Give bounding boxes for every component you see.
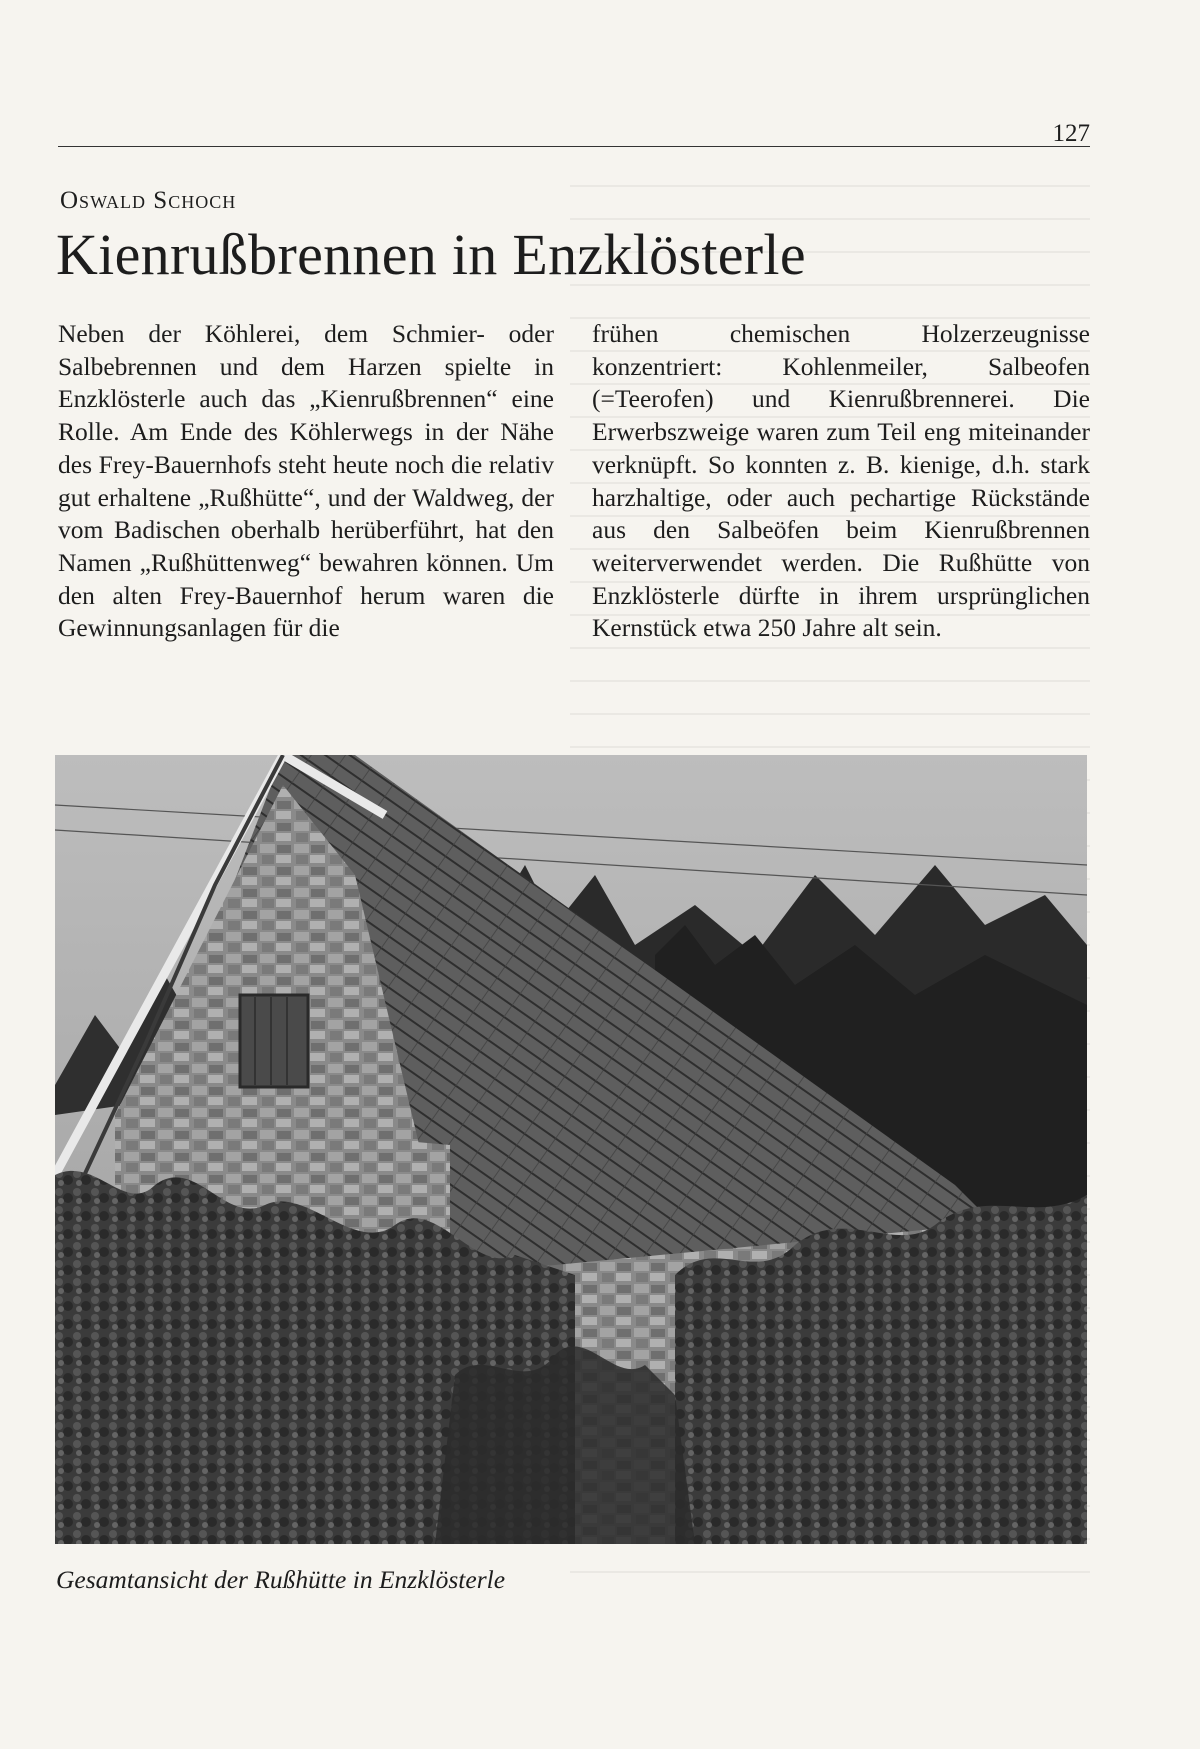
- paragraph-left: Neben der Köhlerei, dem Schmier- oder Salbebrennen und dem Harzen spielte in Enzklösterle auch das „Kienrußbrennen“ eine Rolle. Am Ende des Köhlerwegs in der Nähe des Frey-Bauernhofs steht heute noch die relativ gut erhaltene „Rußhütte“, und der Waldweg, der vom Badischen oberhalb herüberführt, hat den Namen „Rußhüttenweg“ bewahren können. Um den alten Frey-Bauernhof herum waren die Gewinnungsanlagen für die: [58, 319, 554, 643]
- header-rule: [58, 146, 1090, 147]
- photo-illustration: [55, 755, 1087, 1544]
- text-column-right: [592, 318, 1090, 645]
- author-name: Oswald Schoch: [60, 187, 237, 214]
- article-title: Kienrußbrennen in Enzklösterle: [56, 222, 806, 287]
- page-number: 127: [1052, 120, 1090, 147]
- photo-caption: Gesamtansicht der Rußhütte in Enzklösterle: [56, 1565, 506, 1594]
- paragraph-right: frühen chemischen Holzerzeugnisse konzentriert: Kohlenmeiler, Salbeofen (=Teerofen) und Kienrußbrennerei. Die Erwerbszweige waren zum Teil eng miteinander verknüpft. So konnten z. B. kienige, d.h. stark harzhaltige, oder auch pechartige Rückstände aus den Salbeöfen beim Kienrußbrennen weiterverwendet werden. Die Rußhütte von Enzklösterle dürfte in ihrem ursprünglichen Kernstück etwa 250 Jahre alt sein.: [592, 319, 1090, 643]
- text-column-left: [58, 318, 554, 645]
- photo-russhuette: [55, 755, 1087, 1544]
